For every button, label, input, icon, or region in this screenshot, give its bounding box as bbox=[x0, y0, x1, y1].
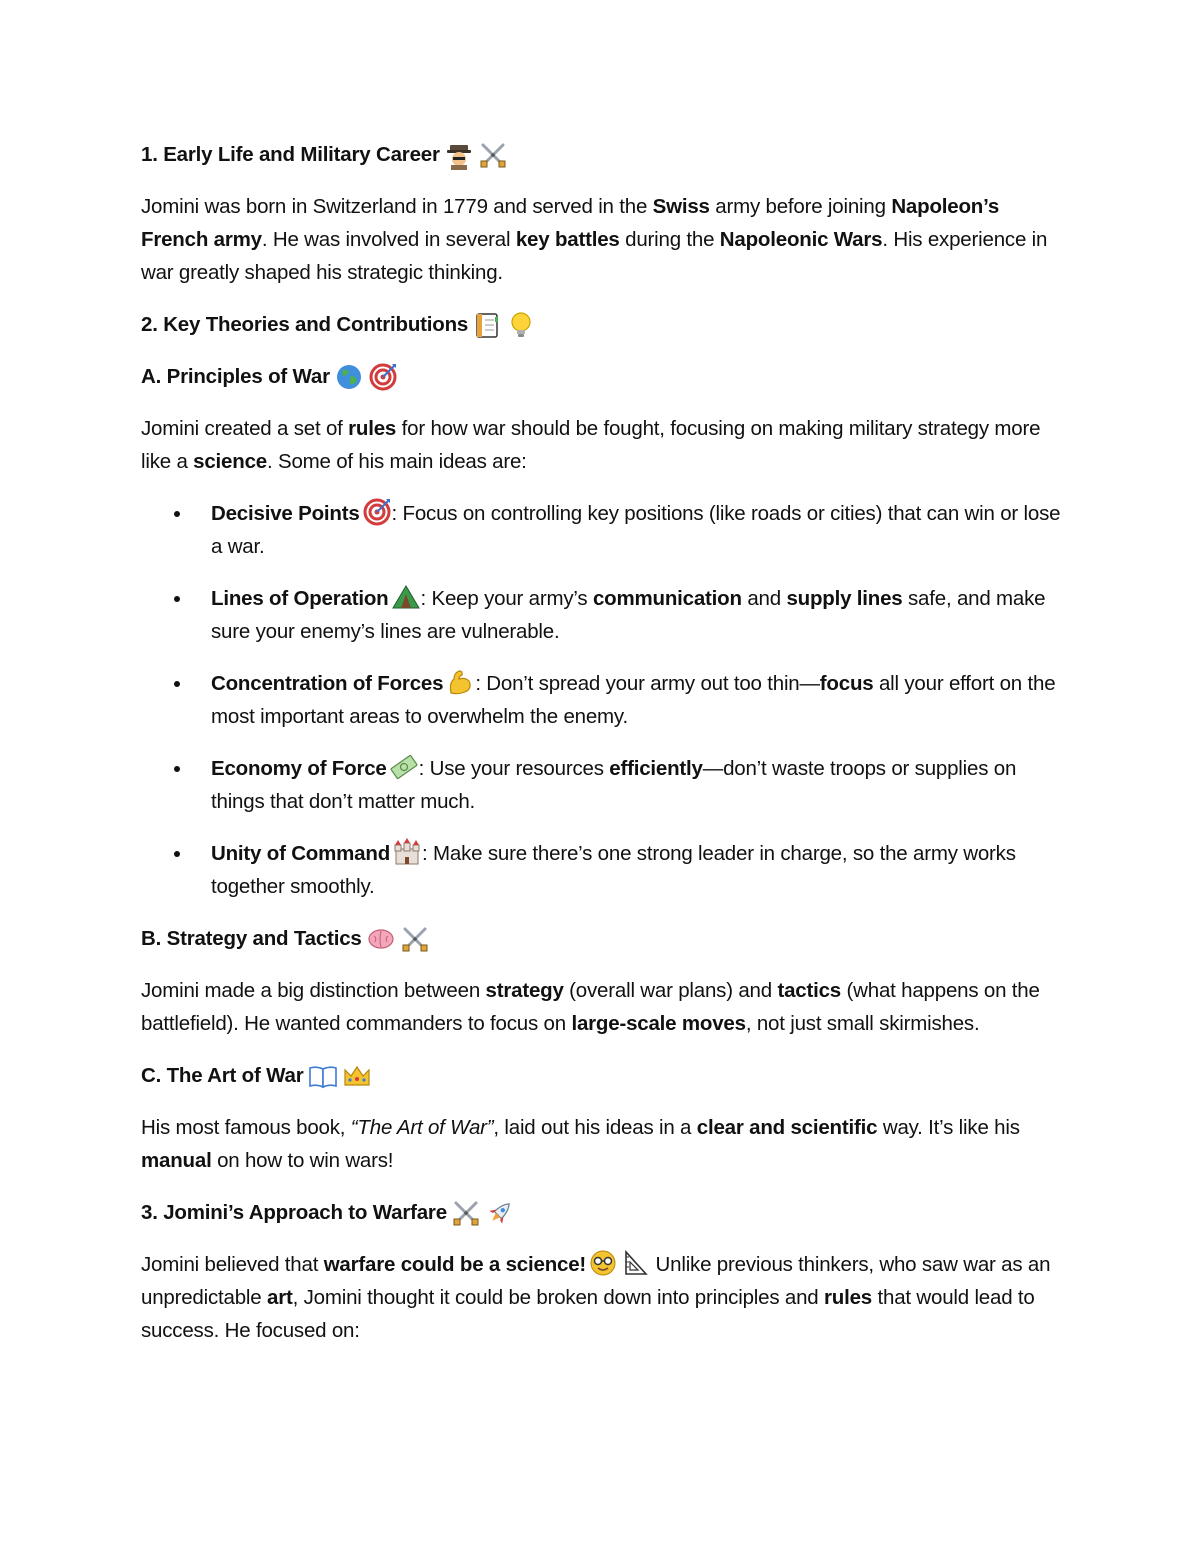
brain-icon bbox=[366, 924, 396, 954]
crossed-swords-icon bbox=[451, 1198, 481, 1228]
subheading-principles-of-war bbox=[141, 360, 1071, 393]
paragraph-approach: Jomini believed that warfare could be a science! Unlike previous thinkers, who saw war as an unpredictable art, Jomini thought it could be broken down into principles and rules that would lead to success. He focused on: bbox=[141, 1248, 1071, 1347]
list-item: Lines of Operation : Keep your army’s communication and supply lines safe, and make sure your enemy’s lines are vulnerable. bbox=[141, 582, 1071, 648]
heading-text: 1. Early Life and Military Career bbox=[141, 143, 440, 166]
heading-text: 3. Jomini’s Approach to Warfare bbox=[141, 1201, 447, 1224]
lightbulb-icon bbox=[506, 310, 536, 340]
nerd-face-icon bbox=[588, 1248, 618, 1278]
list-item: Economy of Force : Use your resources efficiently—don’t waste troops or supplies on things that don’t matter much. bbox=[141, 752, 1071, 818]
crossed-swords-icon bbox=[478, 140, 508, 170]
section-heading-early-life bbox=[141, 138, 1071, 171]
list-item: Decisive Points : Focus on controlling key positions (like roads or cities) that can win or lose a war. bbox=[141, 497, 1071, 563]
subheading-strategy-and-tactics bbox=[141, 922, 1071, 955]
rocket-icon bbox=[485, 1198, 515, 1228]
target-icon bbox=[362, 497, 392, 527]
section-heading-approach-to-warfare bbox=[141, 1196, 1071, 1229]
paragraph-principles: Jomini created a set of rules for how war should be fought, focusing on making military strategy more like a science. Some of his main ideas are: bbox=[141, 417, 1041, 473]
subheading-art-of-war bbox=[141, 1059, 1071, 1092]
globe-icon bbox=[334, 362, 364, 392]
heading-text: 2. Key Theories and Contributions bbox=[141, 313, 469, 336]
detective-icon bbox=[444, 140, 474, 170]
flexed-biceps-icon bbox=[445, 667, 475, 697]
heading-text: A. Principles of War bbox=[141, 365, 330, 388]
triangular-ruler-icon bbox=[620, 1248, 650, 1278]
crossed-swords-icon bbox=[400, 924, 430, 954]
target-icon bbox=[368, 362, 398, 392]
list-item: Unity of Command : Make sure there’s one strong leader in charge, so the army works together smoothly. bbox=[141, 837, 1071, 903]
heading-text: C. The Art of War bbox=[141, 1064, 304, 1087]
paragraph-strategy-tactics: Jomini made a big distinction between strategy (overall war plans) and tactics (what happens on the battlefield). He wanted commanders to focus on large-scale moves, not just small skirmishes. bbox=[141, 979, 1040, 1035]
heading-text: B. Strategy and Tactics bbox=[141, 927, 362, 950]
list-item: Concentration of Forces : Don’t spread your army out too thin—focus all your effort on the most important areas to overwhelm the enemy. bbox=[141, 667, 1071, 733]
notebook-icon bbox=[472, 310, 502, 340]
tent-icon bbox=[391, 582, 421, 612]
money-icon bbox=[389, 752, 419, 782]
principles-list bbox=[141, 497, 1071, 903]
paragraph-early-life: Jomini was born in Switzerland in 1779 and served in the Swiss army before joining Napoleon’s French army. He was involved in several key battles during the Napoleonic Wars. His experience in war greatly shaped his strategic thinking. bbox=[141, 195, 1048, 284]
open-book-icon bbox=[308, 1061, 338, 1091]
document-body bbox=[141, 138, 1071, 1366]
crown-icon bbox=[342, 1061, 372, 1091]
paragraph-art-of-war: His most famous book, “The Art of War”, laid out his ideas in a clear and scientific way. It’s like his manual on how to win wars! bbox=[141, 1116, 1020, 1172]
castle-icon bbox=[392, 837, 422, 867]
section-heading-key-theories bbox=[141, 308, 1071, 341]
